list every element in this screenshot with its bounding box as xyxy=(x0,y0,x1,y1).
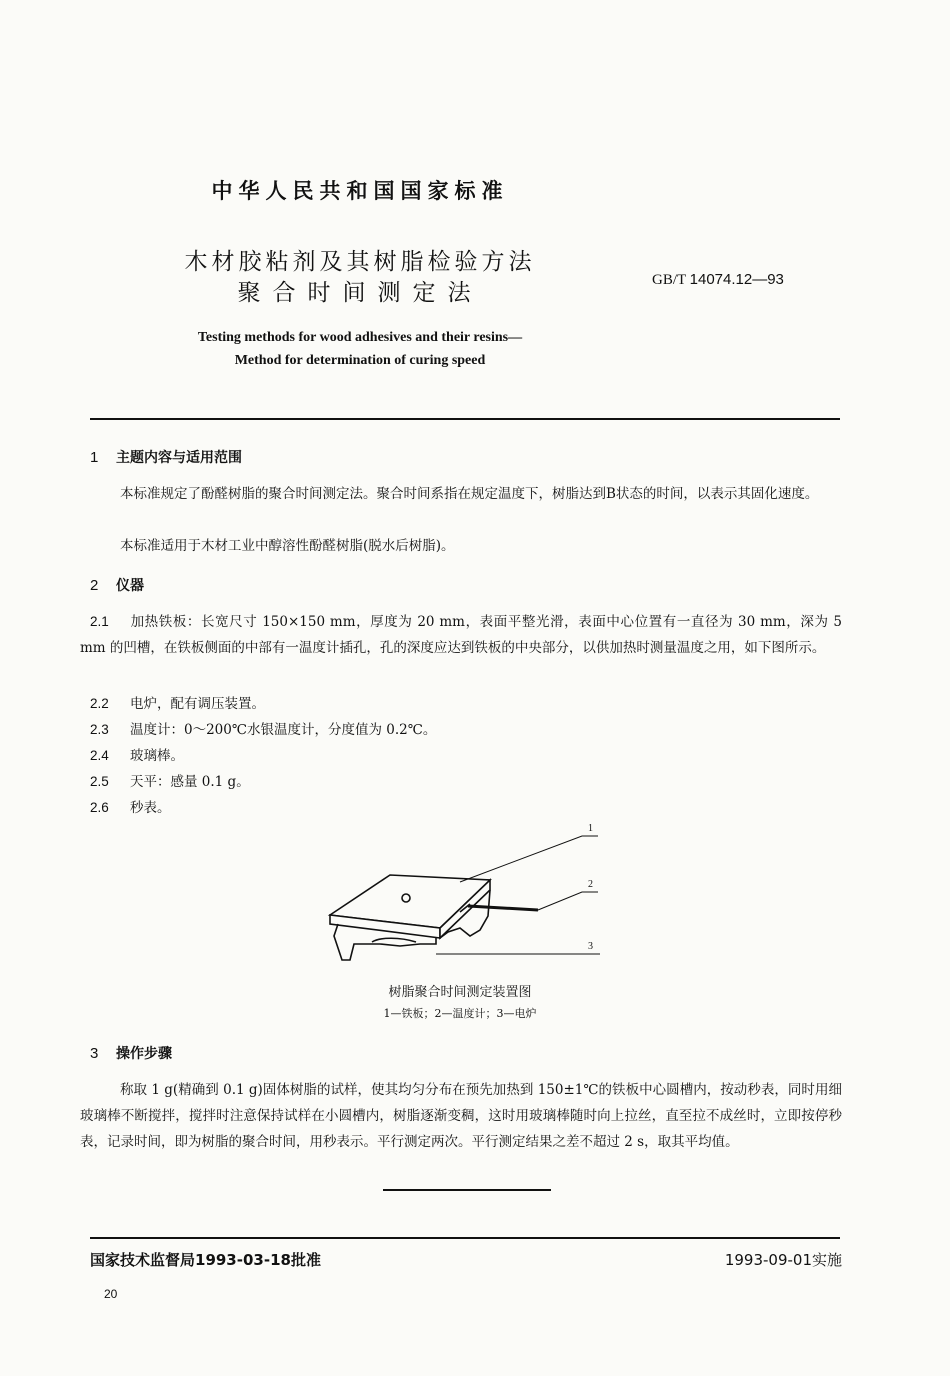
section2-item-2-5 xyxy=(90,770,250,790)
section2-item-2-2 xyxy=(90,692,265,712)
section2-item-2-4 xyxy=(90,744,184,764)
section2-item-2-3 xyxy=(90,718,436,738)
figure-caption: 树脂聚合时间测定装置图 xyxy=(388,985,532,1000)
section2-heading xyxy=(90,575,144,595)
section1-title: 主题内容与适用范围 xyxy=(116,450,242,466)
section1-paragraph1: 本标准规定了酚醛树脂的聚合时间测定法。聚合时间系指在规定温度下，树脂达到B状态的时间，以表示其固化速度。 xyxy=(120,486,819,502)
standard-number xyxy=(652,271,784,289)
item-text: 秒表。 xyxy=(130,800,171,816)
figure-label-2: 2 xyxy=(588,879,593,890)
item-number: 2.4 xyxy=(90,748,109,763)
section3-paragraph: 称取 1 g(精确到 0.1 g)固体树脂的试样，使其均匀分布在预先加热到 150±1℃的铁板中心圆槽内，按动秒表，同时用细玻璃棒不断搅拌，搅拌时注意保持试样在小圆槽内，树脂逐渐变稠，这时用玻璃棒随时向上拉丝，直至拉不成丝时，立即按停秒表，记录时间，即为树脂的聚合时间，用秒表示。平行测定两次。平行测定结果之差不超过 2 s，取其平均值。 xyxy=(80,1082,842,1150)
item-text: 天平：感量 0.1 g。 xyxy=(130,774,250,790)
item-number: 2.6 xyxy=(90,800,109,815)
effective-date: 1993-09-01实施 xyxy=(724,1251,842,1269)
leader-line-1 xyxy=(460,836,598,882)
section2-item-2-1 xyxy=(80,609,842,661)
figure-label-1: 1 xyxy=(588,823,593,834)
section1-number: 1 xyxy=(90,449,99,466)
figure-label-3: 3 xyxy=(588,941,593,952)
section3-title: 操作步骤 xyxy=(116,1046,172,1062)
page-number: 20 xyxy=(104,1287,118,1301)
item-number: 2.5 xyxy=(90,774,109,789)
section2-title: 仪器 xyxy=(116,578,144,594)
item-text: 温度计：0～200℃水银温度计，分度值为 0.2℃。 xyxy=(130,722,437,738)
document-title-cn-line2: 聚合时间测定法 xyxy=(237,280,483,306)
standard-prefix: GB/T xyxy=(652,272,686,288)
figure-legend: 1—铁板；2—温度计；3—电炉 xyxy=(383,1007,537,1020)
approval-date: 国家技术监督局1993-03-18批准 xyxy=(90,1251,321,1269)
leader-line-2 xyxy=(538,892,598,910)
document-title-en-line2: Method for determination of curing speed xyxy=(234,353,486,368)
item-text: 电炉，配有调压装置。 xyxy=(130,696,265,712)
standard-code: 14074.12—93 xyxy=(689,271,784,288)
section3-number: 3 xyxy=(90,1045,99,1062)
section1-paragraph2: 本标准适用于木材工业中醇溶性酚醛树脂(脱水后树脂)。 xyxy=(120,538,455,554)
apparatus-diagram xyxy=(320,820,610,970)
header-divider xyxy=(90,418,840,420)
section3-heading xyxy=(90,1043,172,1063)
section1-heading xyxy=(90,447,242,467)
standard-header-title: 中华人民共和国国家标准 xyxy=(211,179,509,203)
section2-item-2-6 xyxy=(90,796,171,816)
end-of-text-rule xyxy=(383,1189,551,1191)
item-text: 加热铁板：长宽尺寸 150×150 mm，厚度为 20 mm，表面平整光滑，表面中心位置有一直径为 30 mm，深为 5 mm 的凹槽，在铁板侧面的中部有一温度计插孔，孔的深度应达到铁板的中央部分，以供加热时测量温度之用，如下图所示。 xyxy=(80,614,842,656)
section2-number: 2 xyxy=(90,577,99,594)
item-number: 2.3 xyxy=(90,722,109,737)
item-text: 玻璃棒。 xyxy=(130,748,184,764)
document-title-en-line1: Testing methods for wood adhesives and their resins— xyxy=(197,330,523,345)
thermometer xyxy=(468,906,538,910)
footer-divider xyxy=(90,1237,840,1239)
item-number: 2.1 xyxy=(90,614,109,629)
document-title-cn-line1: 木材胶粘剂及其树脂检验方法 xyxy=(184,249,536,275)
item-number: 2.2 xyxy=(90,696,109,711)
